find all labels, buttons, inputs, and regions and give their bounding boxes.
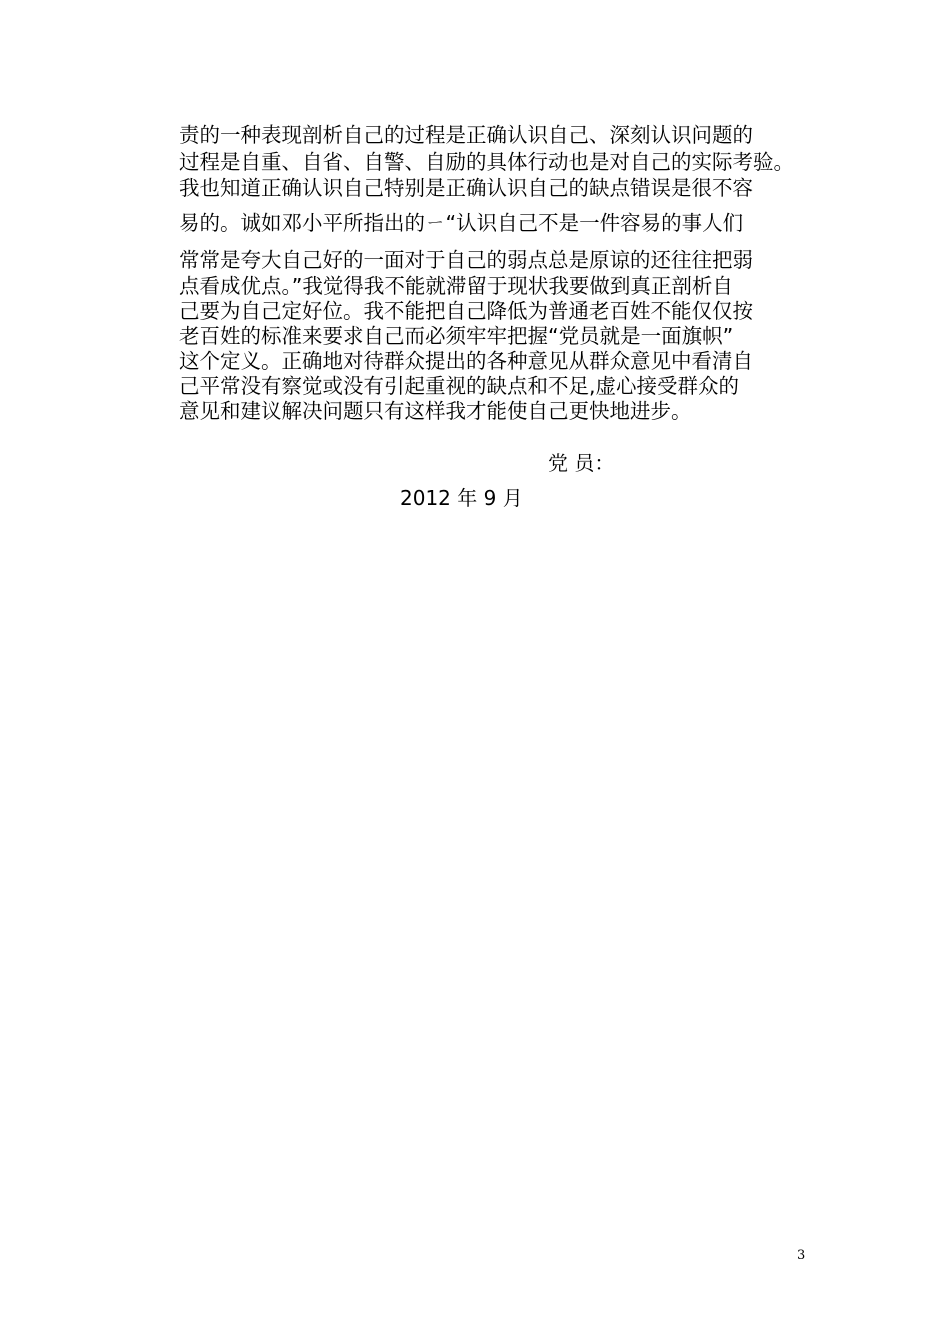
- page-number: 3: [797, 1248, 806, 1263]
- body-text-line: 责的一种表现剖析自己的过程是正确认识自己、深刻认识问题的: [179, 123, 753, 147]
- signature-label: 党 员：: [548, 451, 615, 475]
- document-date: 2012 年 9 月: [400, 486, 523, 510]
- body-text-line: 我也知道正确认识自己特别是正确认识自己的缺点错误是很不容: [179, 176, 753, 200]
- body-text-line: 意见和建议解决问题只有这样我才能使自己更快地进步。: [179, 399, 692, 423]
- body-text-line: 易的。诚如邓小平所指出的ㄧ“认识自己不是一件容易的事人们: [179, 211, 744, 235]
- body-text-line: 老百姓的标准来要求自己而必须牢牢把握“党员就是一面旗帜”: [179, 324, 734, 348]
- body-text-line: 这个定义。正确地对待群众提出的各种意见从群众意见中看清自: [179, 349, 753, 373]
- body-text-line: 常常是夸大自己好的一面对于自己的弱点总是原谅的还往往把弱: [179, 248, 753, 272]
- body-text-line: 点看成优点。”我觉得我不能就滞留于现状我要做到真正剖析自: [179, 274, 733, 298]
- body-text-line: 己平常没有察觉或没有引起重视的缺点和不足,虚心接受群众的: [179, 374, 740, 398]
- body-text-line: 过程是自重、自省、自警、自励的具体行动也是对自己的实际考验。: [179, 150, 794, 174]
- body-text-line: 己要为自己定好位。我不能把自己降低为普通老百姓不能仅仅按: [179, 299, 753, 323]
